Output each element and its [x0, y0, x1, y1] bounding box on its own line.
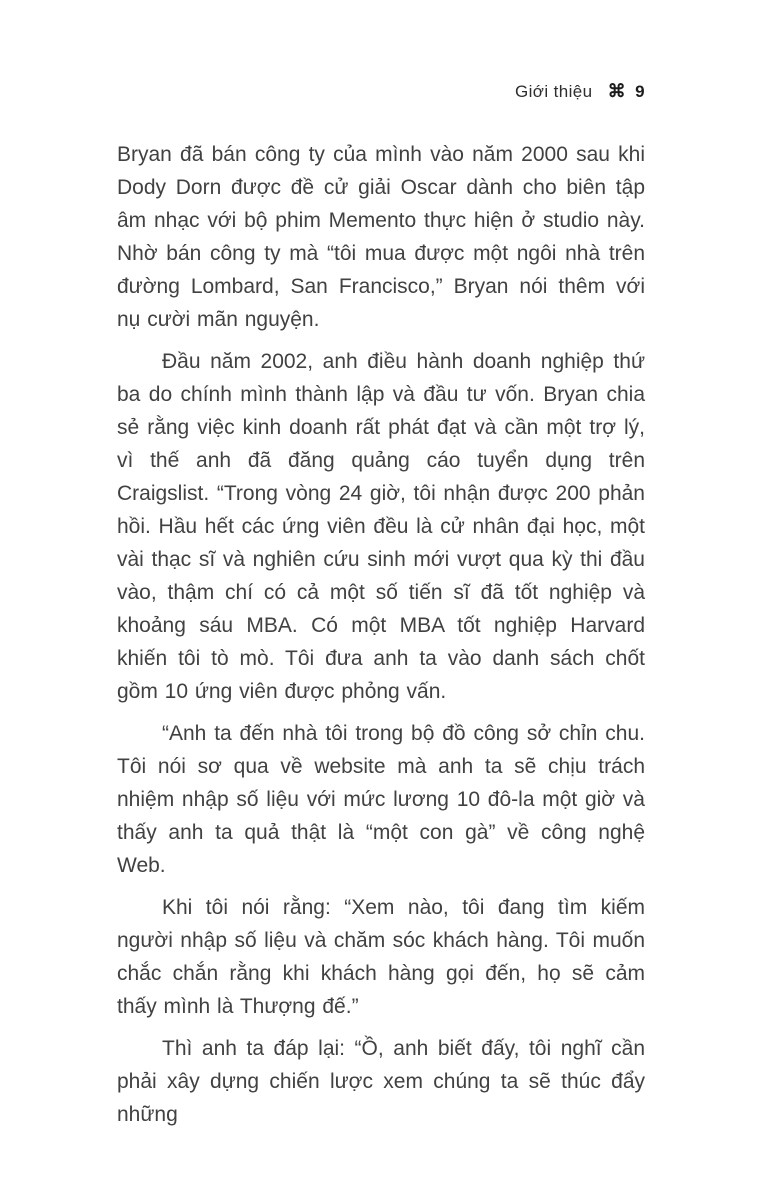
paragraph: “Anh ta đến nhà tôi trong bộ đồ công sở chỉn chu. Tôi nói sơ qua về website mà anh ta sẽ chịu trách nhiệm nhập số liệu với mức lương 10 đô-la một giờ và thấy anh ta quả thật là “một con gà” về công nghệ Web. [117, 722, 645, 877]
paragraph: Đầu năm 2002, anh điều hành doanh nghiệp thứ ba do chính mình thành lập và đầu tư vốn. Bryan chia sẻ rằng việc kinh doanh rất phát đạt và cần một trợ lý, vì thế anh đã đăng quảng cáo tuyển dụng trên Craigslist. “Trong vòng 24 giờ, tôi nhận được 200 phản hồi. Hầu hết các ứng viên đều là cử nhân đại học, một vài thạc sĩ và nghiên cứu sinh mới vượt qua kỳ thi đầu vào, thậm chí có cả một số tiến sĩ đã tốt nghiệp và khoảng sáu MBA. Có một MBA tốt nghiệp Harvard khiến tôi tò mò. Tôi đưa anh ta vào danh sách chốt gồm 10 ứng viên được phỏng vấn. [117, 350, 645, 703]
body-text [117, 138, 645, 1140]
running-header [515, 80, 645, 103]
paragraph: Bryan đã bán công ty của mình vào năm 2000 sau khi Dody Dorn được đề cử giải Oscar dành cho biên tập âm nhạc với bộ phim Memento thực hiện ở studio này. Nhờ bán công ty mà “tôi mua được một ngôi nhà trên đường Lombard, San Francisco,” Bryan nói thêm với nụ cười mãn nguyện. [117, 143, 645, 331]
paragraph: Khi tôi nói rằng: “Xem nào, tôi đang tìm kiếm người nhập số liệu và chăm sóc khách hàng. Tôi muốn chắc chắn rằng khi khách hàng gọi đến, họ sẽ cảm thấy mình là Thượng đế.” [117, 896, 645, 1018]
section-title: Giới thiệu [514, 82, 593, 101]
paragraph: Thì anh ta đáp lại: “Ồ, anh biết đấy, tôi nghĩ cần phải xây dựng chiến lược xem chúng ta sẽ thúc đẩy những [117, 1037, 645, 1126]
page-number: 9 [635, 82, 645, 101]
command-ornament-icon: ⌘ [607, 81, 627, 101]
